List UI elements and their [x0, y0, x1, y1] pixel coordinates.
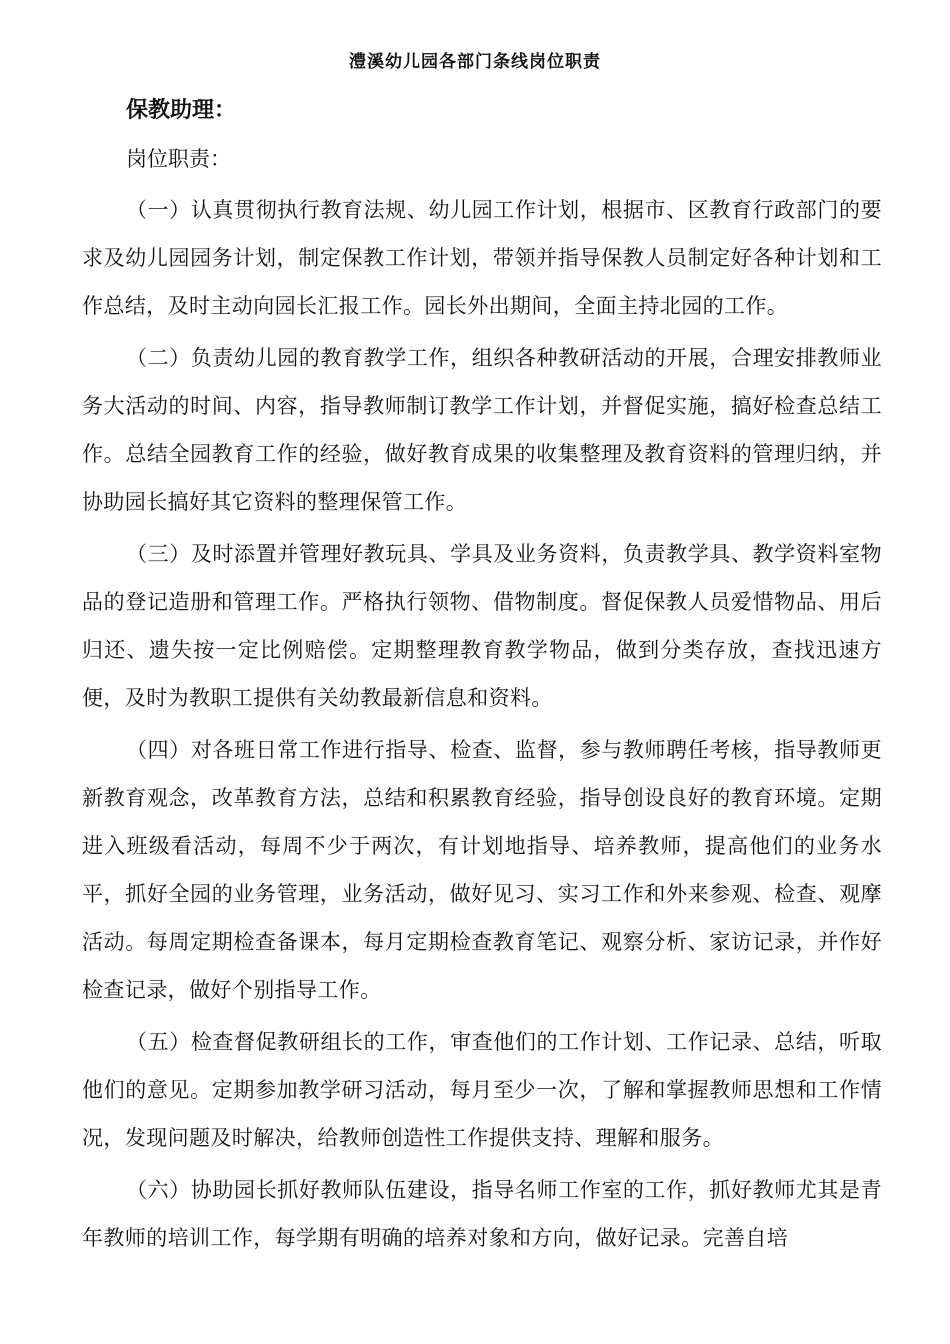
- document-title: 澧溪幼儿园各部门条线岗位职责: [349, 52, 601, 72]
- paragraph-1: （一）认真贯彻执行教育法规、幼儿园工作计划，根据市、区教育行政部门的要求及幼儿园园务计划，制定保教工作计划，带领并指导保教人员制定好各种计划和工作总结，及时主动向园长汇报工作。园长外出期间，全面主持北园的工作。: [82, 198, 882, 318]
- sub-heading: 岗位职责：: [126, 147, 231, 171]
- paragraph-5: （五）检查督促教研组长的工作，审查他们的工作计划、工作记录、总结，听取他们的意见。定期参加教学研习活动，每月至少一次，了解和掌握教师思想和工作情况，发现问题及时解决，给教师创造性工作提供支持、理解和服务。: [82, 1030, 882, 1150]
- paragraph-3: （三）及时添置并管理好教玩具、学具及业务资料，负责教学具、教学资料室物品的登记造册和管理工作。严格执行领物、借物制度。督促保教人员爱惜物品、用后归还、遗失按一定比例赔偿。定期整理教育教学物品，做到分类存放，查找迅速方便，及时为教职工提供有关幼教最新信息和资料。: [82, 542, 882, 710]
- section-heading: 保教助理：: [126, 98, 237, 123]
- paragraph-4: （四）对各班日常工作进行指导、检查、监督，参与教师聘任考核，指导教师更新教育观念，改革教育方法，总结和积累教育经验，指导创设良好的教育环境。定期进入班级看活动，每周不少于两次，有计划地指导、培养教师，提高他们的业务水平，抓好全园的业务管理，业务活动，做好见习、实习工作和外来参观、检查、观摩活动。每周定期检查备课本，每月定期检查教育笔记、观察分析、家访记录，并作好检查记录，做好个别指导工作。: [82, 738, 882, 1002]
- document-body: [82, 186, 882, 1266]
- paragraph-2: （二）负责幼儿园的教育教学工作，组织各种教研活动的开展，合理安排教师业务大活动的时间、内容，指导教师制订教学工作计划，并督促实施，搞好检查总结工作。总结全园教育工作的经验，做好教育成果的收集整理及教育资料的管理归纳，并协助园长搞好其它资料的整理保管工作。: [82, 346, 882, 514]
- paragraph-6: （六）协助园长抓好教师队伍建设，指导名师工作室的工作，抓好教师尤其是青年教师的培训工作，每学期有明确的培养对象和方向，做好记录。完善自培: [82, 1178, 882, 1250]
